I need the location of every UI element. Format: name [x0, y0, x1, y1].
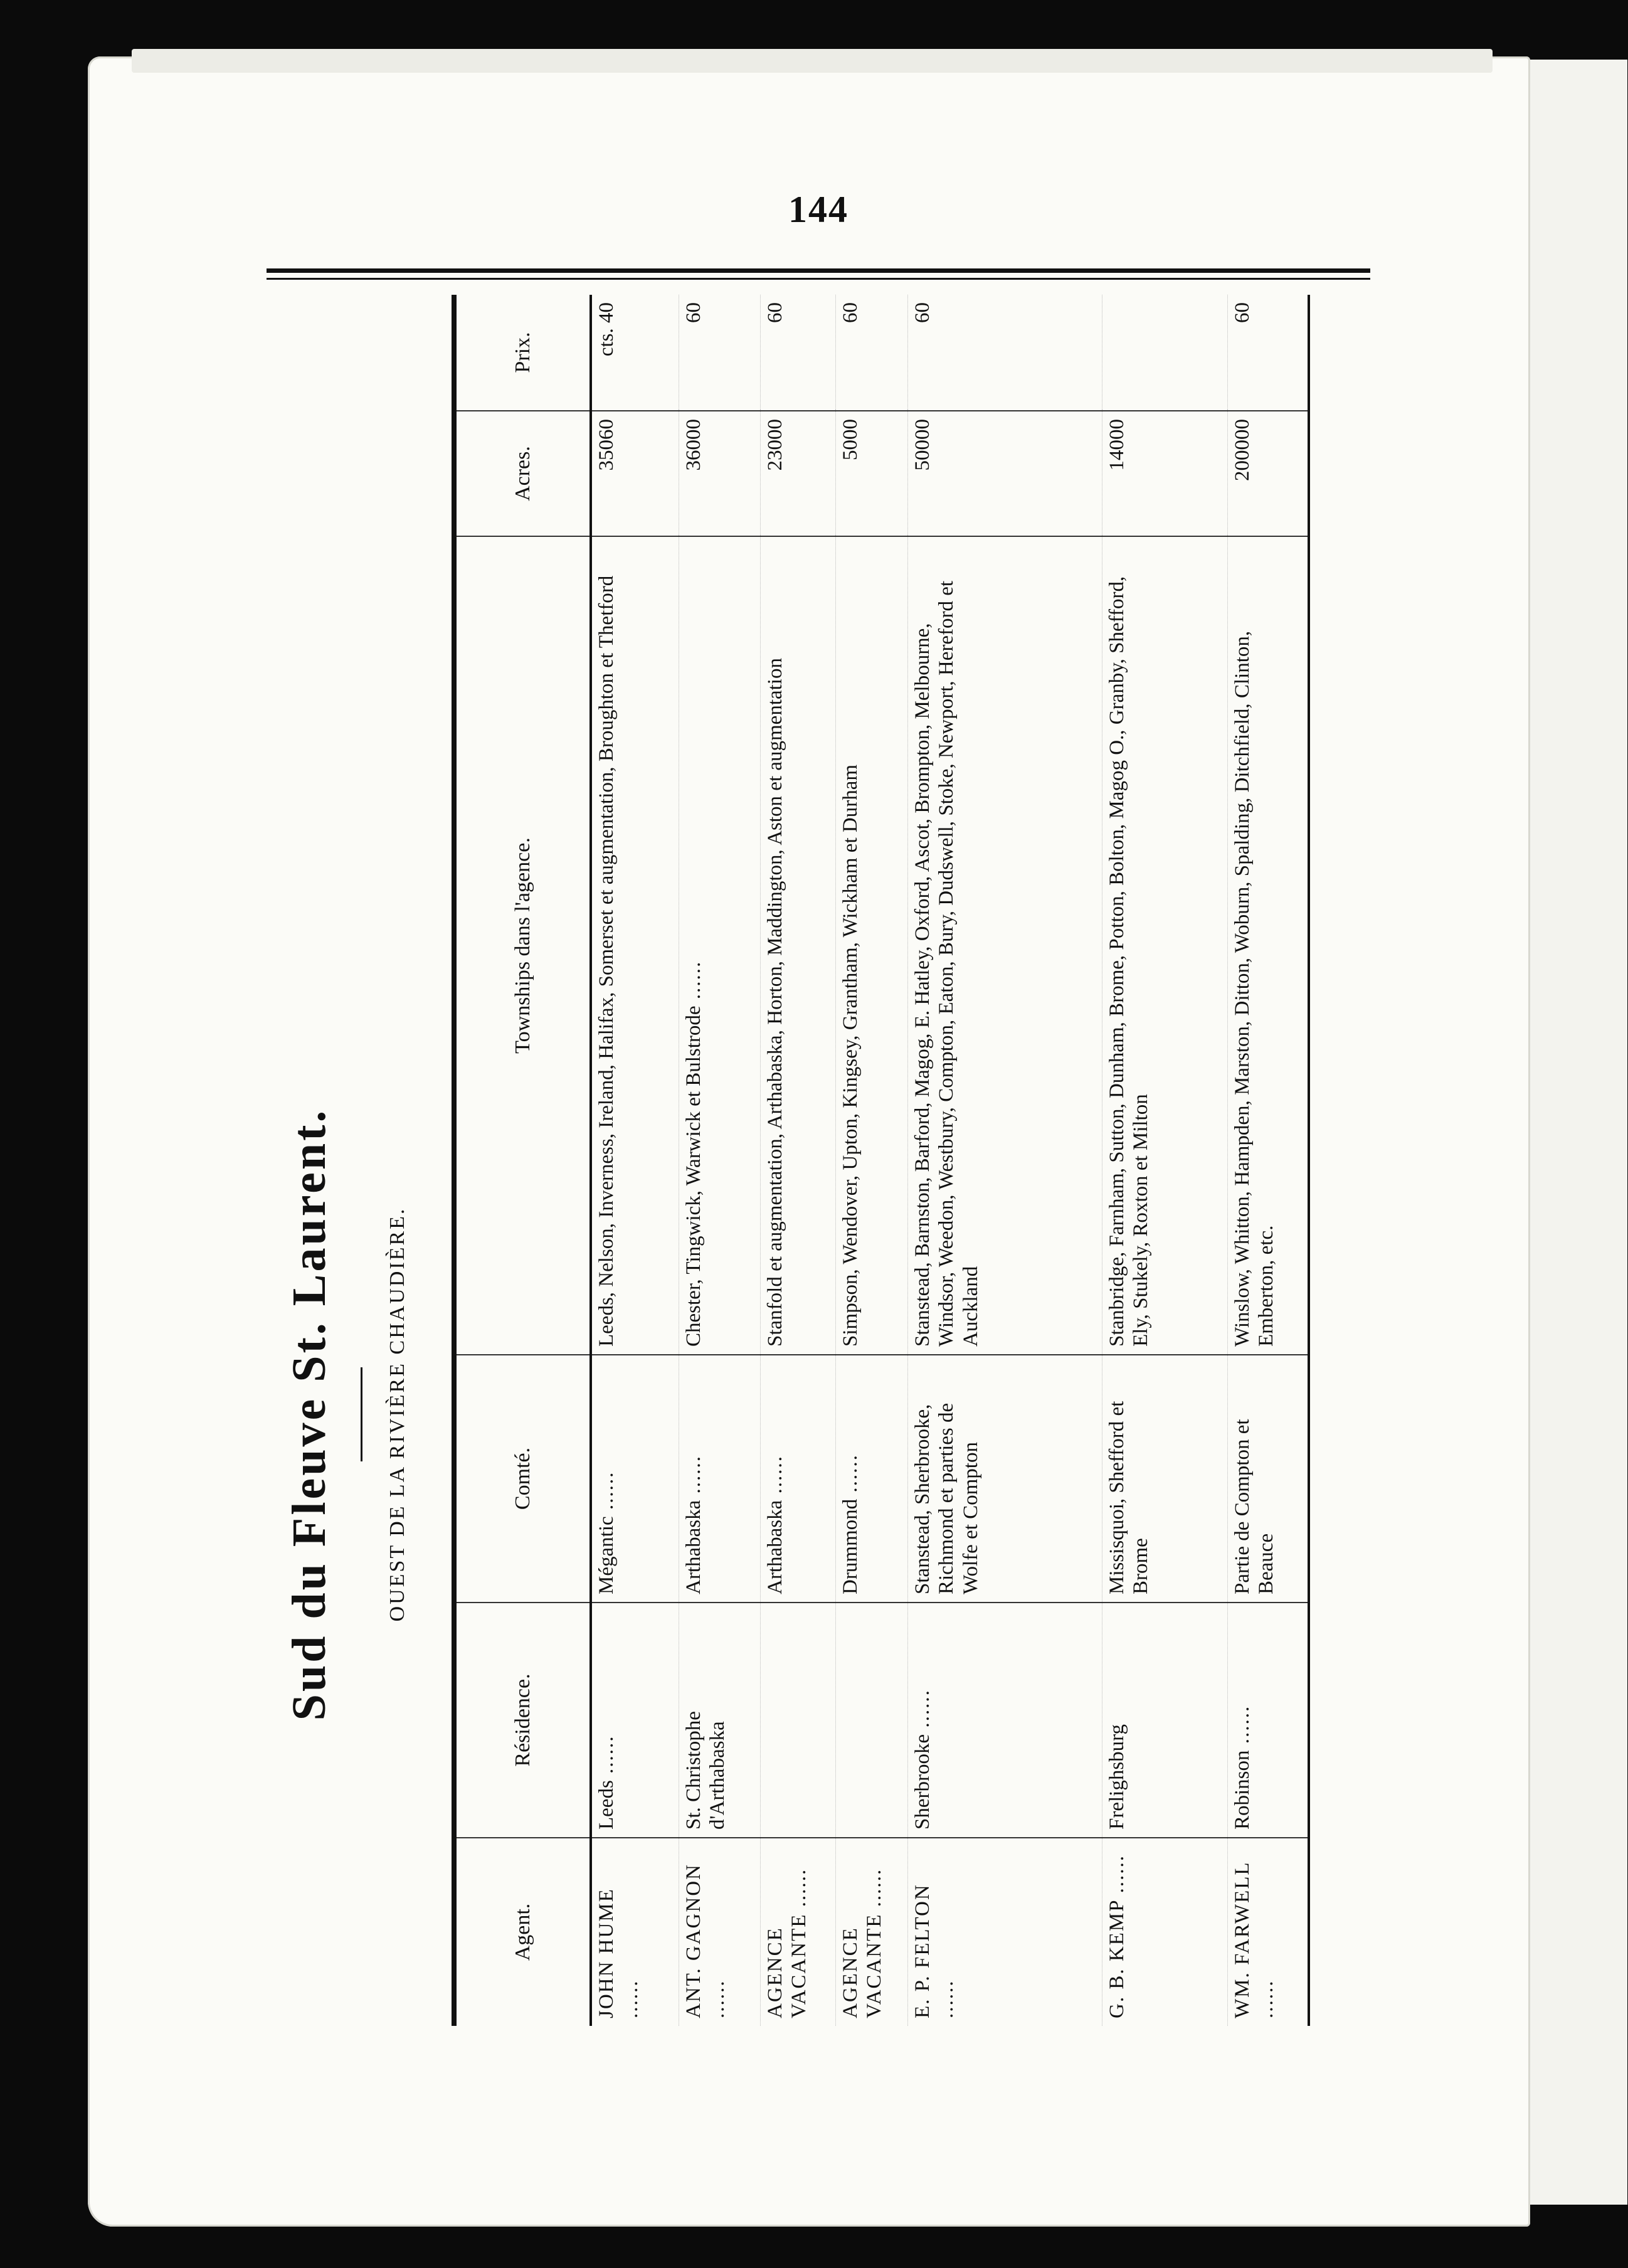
townships-cell: Simpson, Wendover, Upton, Kingsey, Grantham, Wickham et Durham — [835, 536, 907, 1355]
acres-cell: 35060 — [591, 411, 679, 536]
comte-cell: Missisquoi, Shefford et Brome — [1102, 1355, 1227, 1603]
table-row — [1102, 295, 1227, 2026]
page-number: 144 — [788, 189, 848, 230]
column-header-townships: Townships dans l'agence. — [454, 536, 591, 1355]
agent-cell: E. P. FELTON ...... — [907, 1838, 1102, 2026]
agent-cell: AGENCE VACANTE ...... — [760, 1838, 835, 2026]
agent-cell: JOHN HUME ...... — [591, 1838, 679, 2026]
acres-cell: 14000 — [1102, 411, 1227, 536]
table-header-row — [454, 295, 591, 2026]
title-rule — [361, 1367, 362, 1461]
residence-cell: St. Christophe d'Arthabaska — [679, 1603, 760, 1838]
torn-page-edge — [132, 49, 1493, 73]
residence-cell — [835, 1603, 907, 1838]
column-header-comte: Comté. — [454, 1355, 591, 1603]
acres-cell: 200000 — [1227, 411, 1309, 536]
comte-cell: Arthabaska ...... — [760, 1355, 835, 1603]
table-row — [1227, 295, 1309, 2026]
residence-cell: Robinson ...... — [1227, 1603, 1309, 1838]
prix-cell: 60 — [1227, 295, 1309, 411]
townships-cell: Stanfold et augmentation, Arthabaska, Horton, Maddington, Aston et augmentation — [760, 536, 835, 1355]
unit-note: cts. — [595, 328, 618, 357]
section-subtitle: OUEST DE LA RIVIÈRE CHAUDIÈRE. — [386, 1207, 409, 1622]
residence-cell: Leeds ...... — [591, 1603, 679, 1838]
column-header-prix: Prix. — [454, 295, 591, 411]
comte-cell: Partie de Compton et Beauce — [1227, 1355, 1309, 1603]
comte-cell: Arthabaska ...... — [679, 1355, 760, 1603]
prix-cell — [591, 295, 679, 411]
townships-cell: Stanstead, Barnston, Barford, Magog, E. Hatley, Oxford, Ascot, Brompton, Melbourne, Windsor, Weedon, Westbury, Compton, Eaton, Bury, Dudswell, Stoke, Newport, Hereford et Auckland — [907, 536, 1102, 1355]
townships-cell: Chester, Tingwick, Warwick et Bulstrode ...... — [679, 536, 760, 1355]
comte-cell: Stanstead, Sherbrooke, Richmond et parties de Wolfe et Compton — [907, 1355, 1102, 1603]
prix-cell: 60 — [907, 295, 1102, 411]
table-row — [591, 295, 679, 2026]
column-header-agent: Agent. — [454, 1838, 591, 2026]
residence-cell: Sherbrooke ...... — [907, 1603, 1102, 1838]
prix-cell: 60 — [679, 295, 760, 411]
column-header-acres: Acres. — [454, 411, 591, 536]
agent-cell: ANT. GAGNON ...... — [679, 1838, 760, 2026]
agent-cell: G. B. KEMP ...... — [1102, 1838, 1227, 2026]
comte-cell: Mégantic ...... — [591, 1355, 679, 1603]
prix-value: 40 — [595, 302, 618, 323]
agent-cell: AGENCE VACANTE ...... — [835, 1838, 907, 2026]
comte-cell: Drummond ...... — [835, 1355, 907, 1603]
table-row — [835, 295, 907, 2026]
townships-cell: Leeds, Nelson, Inverness, Ireland, Halifax, Somerset et augmentation, Broughton et Thetford — [591, 536, 679, 1355]
prix-cell: 60 — [760, 295, 835, 411]
column-header-residence: Résidence. — [454, 1603, 591, 1838]
section-title: Sud du Fleuve St. Laurent. — [283, 1108, 336, 1721]
townships-cell: Winslow, Whitton, Hampden, Marston, Ditton, Woburn, Spalding, Ditchfield, Clinton, Emberton, etc. — [1227, 536, 1309, 1355]
acres-cell: 36000 — [679, 411, 760, 536]
table-row — [679, 295, 760, 2026]
residence-cell: Frelighsburg — [1102, 1603, 1227, 1838]
table-row — [760, 295, 835, 2026]
table-row — [907, 295, 1102, 2026]
prix-cell — [1102, 295, 1227, 411]
townships-cell: Stanbridge, Farnham, Sutton, Dunham, Brome, Potton, Bolton, Magog O., Granby, Shefford, Ely, Stukely, Roxton et Milton — [1102, 536, 1227, 1355]
header-rule — [267, 268, 1370, 280]
prix-cell: 60 — [835, 295, 907, 411]
residence-cell — [760, 1603, 835, 1838]
acres-cell: 5000 — [835, 411, 907, 536]
agent-cell: WM. FARWELL ...... — [1227, 1838, 1309, 2026]
agents-table — [452, 295, 1310, 2026]
acres-cell: 23000 — [760, 411, 835, 536]
rotated-table-section — [276, 295, 1405, 2026]
acres-cell: 50000 — [907, 411, 1102, 536]
